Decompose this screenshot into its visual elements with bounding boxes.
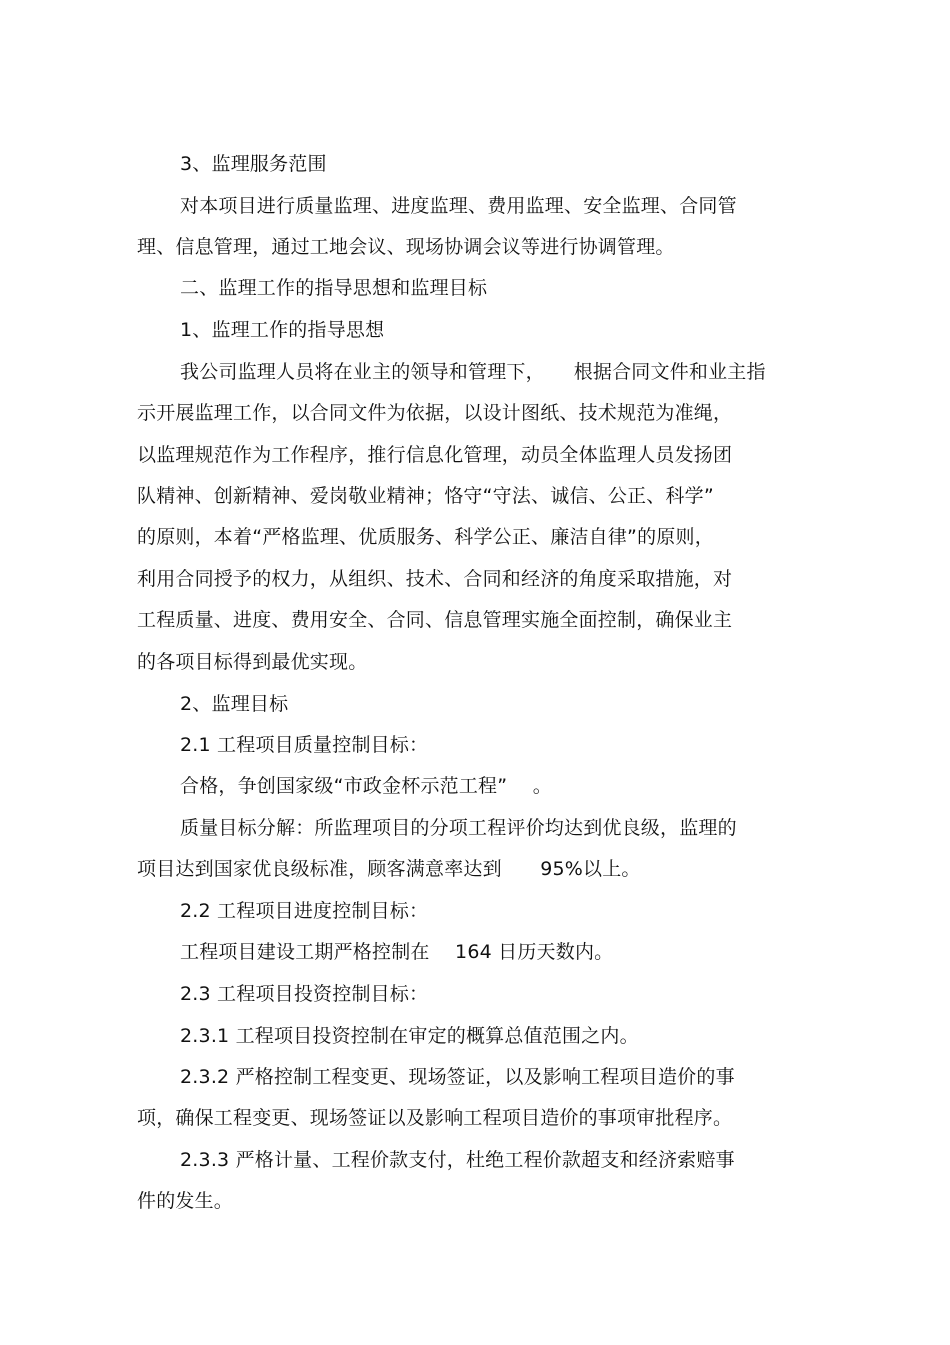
paragraph-line: 工程质量、进度、费用安全、合同、信息管理实施全面控制，确保业主	[137, 609, 733, 631]
paragraph-line: 项目达到国家优良级标准，顾客满意率达到 95%以上。	[137, 858, 641, 880]
paragraph-line: 对本项目进行质量监理、进度监理、费用监理、安全监理、合同管	[180, 195, 737, 217]
subsection-heading: 2.1 工程项目质量控制目标：	[180, 734, 429, 756]
paragraph-line: 合格，争创国家级“市政金杯示范工程” 。	[180, 775, 552, 797]
paragraph-line: 工程项目建设工期严格控制在 164 日历天数内。	[180, 941, 614, 963]
paragraph-line: 2.3.2 严格控制工程变更、现场签证，以及影响工程项目造价的事	[180, 1066, 735, 1088]
section-heading: 2、监理目标	[180, 693, 289, 715]
subsection-heading: 2.2 工程项目进度控制目标：	[180, 900, 429, 922]
paragraph-line: 的原则，本着“严格监理、优质服务、科学公正、廉洁自律”的原则，	[137, 526, 714, 548]
paragraph-line: 以监理规范作为工作程序，推行信息化管理，动员全体监理人员发扬团	[137, 444, 733, 466]
paragraph-line: 2.3.3 严格计量、工程价款支付，杜绝工程价款超支和经济索赔事	[180, 1149, 735, 1171]
section-heading: 3、监理服务范围	[180, 153, 327, 175]
paragraph-line: 我公司监理人员将在业主的领导和管理下， 根据合同文件和业主指	[180, 361, 766, 383]
paragraph-line: 利用合同授予的权力，从组织、技术、合同和经济的角度采取措施，对	[137, 568, 733, 590]
paragraph-line: 的各项目标得到最优实现。	[137, 651, 368, 673]
paragraph-line: 队精神、创新精神、爱岗敬业精神；恪守“守法、诚信、公正、科学”	[137, 485, 714, 507]
paragraph-line: 示开展监理工作，以合同文件为依据，以设计图纸、技术规范为准绳，	[137, 402, 733, 424]
paragraph-line: 质量目标分解：所监理项目的分项工程评价均达到优良级，监理的	[180, 817, 737, 839]
paragraph-line: 2.3.1 工程项目投资控制在审定的概算总值范围之内。	[180, 1025, 639, 1047]
paragraph-line: 件的发生。	[137, 1190, 234, 1212]
paragraph-line: 理、信息管理，通过工地会议、现场协调会议等进行协调管理。	[137, 236, 675, 258]
section-heading: 二、监理工作的指导思想和监理目标	[180, 277, 488, 299]
section-heading: 1、监理工作的指导思想	[180, 319, 385, 341]
subsection-heading: 2.3 工程项目投资控制目标：	[180, 983, 429, 1005]
paragraph-line: 项，确保工程变更、现场签证以及影响工程项目造价的事项审批程序。	[137, 1107, 733, 1129]
